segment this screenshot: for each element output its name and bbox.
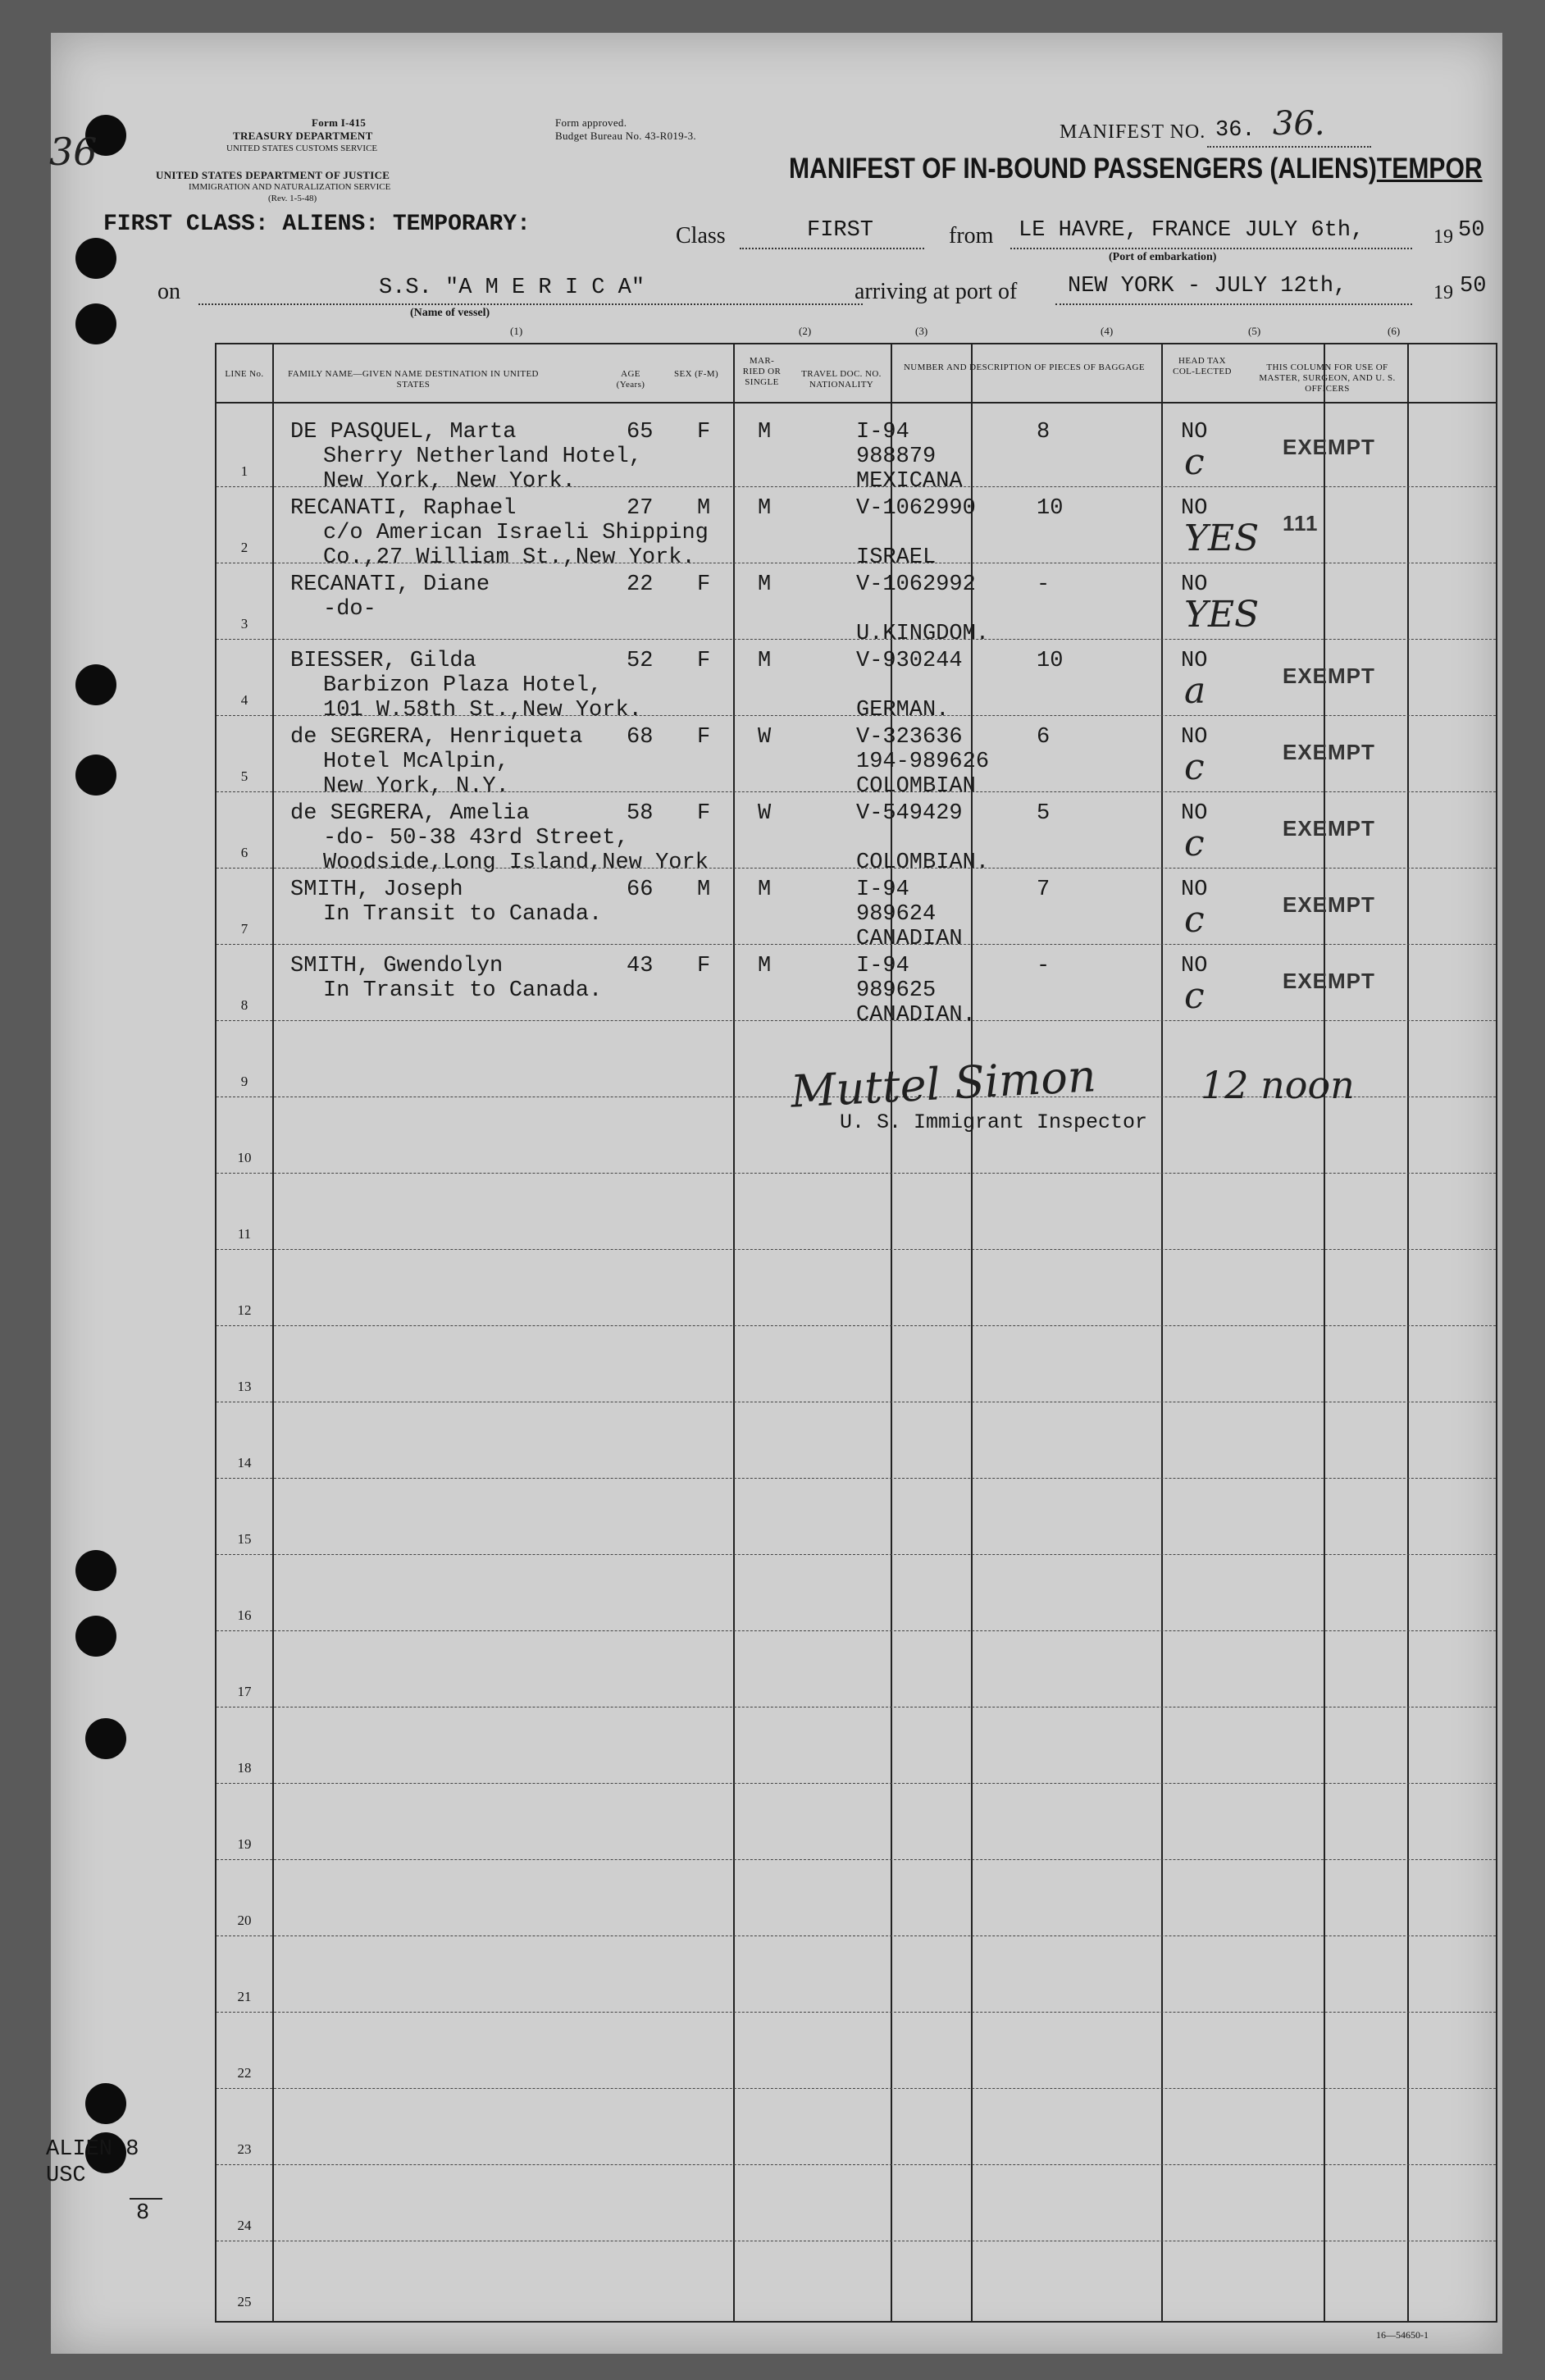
column-number: (6)	[1388, 325, 1401, 337]
page-number: 36	[49, 130, 98, 174]
col-header-headtax: HEAD TAX COL-LECTED	[1173, 356, 1232, 376]
entry-officer-stamp: EXEMPT	[1283, 740, 1375, 764]
entry-nationality: CANADIAN	[856, 927, 963, 951]
entry-head-tax: NO	[1181, 496, 1208, 521]
row-separator	[216, 1935, 1496, 1936]
vessel-value: S.S. "A M E R I C A"	[379, 276, 645, 300]
row-separator	[216, 1173, 1496, 1174]
entry-destination: New York, New York.	[323, 469, 576, 494]
col-divider	[272, 344, 274, 2321]
entry-name: RECANATI, Diane	[290, 572, 490, 597]
line-number: 20	[237, 1913, 252, 1928]
punch-hole	[75, 1616, 116, 1657]
entry-destination: Co.,27 William St.,New York.	[323, 545, 695, 570]
entry-travel-doc: V-323636	[856, 725, 963, 750]
entry-name: de SEGRERA, Amelia	[290, 801, 530, 826]
col-header-baggage: NUMBER AND DESCRIPTION OF PIECES OF BAGGAGE	[903, 362, 1146, 372]
entry-destination: Barbizon Plaza Hotel,	[323, 673, 603, 698]
line-number: 15	[237, 1531, 252, 1547]
entry-destination: Woodside,Long Island,New York	[323, 850, 709, 875]
col-divider	[1324, 344, 1325, 2321]
entry-married: M	[758, 496, 772, 521]
line-number: 18	[237, 1760, 252, 1776]
column-number: (1)	[510, 325, 523, 337]
arriving-line	[1055, 303, 1412, 305]
manifest-no-hand: 36.	[1273, 105, 1325, 143]
manifest-no-line	[1207, 146, 1371, 148]
line-number: 19	[237, 1836, 252, 1852]
entry-travel-doc: V-930244	[856, 649, 963, 673]
row-separator	[216, 1554, 1496, 1555]
port-embark-note: (Port of embarkation)	[1109, 251, 1217, 263]
entry-married: M	[758, 572, 772, 597]
entry-head-tax-hand: YES	[1184, 594, 1260, 636]
column-number: (3)	[915, 325, 928, 337]
class-label: Class	[676, 223, 726, 248]
manifest-no-label: MANIFEST NO.	[1060, 121, 1206, 143]
entry-sex: F	[697, 649, 711, 673]
line-number: 4	[240, 692, 248, 708]
arriving-label: arriving at port of	[855, 279, 1018, 304]
entry-age: 65	[627, 420, 654, 445]
line-number: 1	[240, 463, 248, 479]
from-label: from	[949, 223, 994, 248]
col-header-married: MAR-RIED OR SINGLE	[742, 356, 782, 387]
entry-travel-doc: 988879	[856, 445, 937, 469]
entry-baggage: 10	[1037, 496, 1064, 521]
entry-nationality: MEXICANA	[856, 469, 963, 494]
entry-head-tax-hand: c	[1184, 823, 1205, 864]
entry-head-tax: NO	[1181, 420, 1208, 445]
entry-head-tax-hand: c	[1184, 899, 1205, 941]
line-number: 11	[237, 1226, 252, 1242]
punch-hole	[85, 2083, 126, 2124]
line-number: 8	[240, 997, 248, 1013]
from-line	[1010, 248, 1412, 249]
row-separator	[216, 1783, 1496, 1784]
entry-travel-doc: I-94	[856, 954, 909, 978]
entry-age: 52	[627, 649, 654, 673]
col-divider	[733, 344, 735, 2321]
punch-hole	[75, 238, 116, 279]
entry-sex: F	[697, 420, 711, 445]
inspector-time: 12 noon	[1201, 1063, 1355, 1107]
line-number: 2	[240, 540, 248, 555]
row-separator	[216, 1478, 1496, 1479]
column-number: (5)	[1248, 325, 1261, 337]
col-divider	[1161, 344, 1163, 2321]
entry-married: M	[758, 878, 772, 902]
entry-nationality: ISRAEL	[856, 545, 937, 570]
entry-head-tax: NO	[1181, 801, 1208, 826]
entry-destination: In Transit to Canada.	[323, 902, 603, 927]
entry-head-tax-hand: c	[1184, 746, 1205, 788]
budget-bureau: Budget Bureau No. 43-R019-3.	[555, 130, 696, 142]
entry-travel-doc: V-1062992	[856, 572, 976, 597]
entry-married: M	[758, 649, 772, 673]
line-number: 22	[237, 2065, 252, 2081]
entry-baggage: 10	[1037, 649, 1064, 673]
entry-sex: M	[697, 878, 711, 902]
entry-destination: -do-	[323, 597, 376, 622]
punch-hole	[75, 1550, 116, 1591]
entry-head-tax-hand: c	[1184, 975, 1205, 1017]
entry-baggage: 8	[1037, 420, 1051, 445]
entry-travel-doc: 194-989626	[856, 750, 990, 774]
col-header-age: AGE (Years)	[616, 369, 645, 390]
col-header-name: FAMILY NAME—GIVEN NAME DESTINATION IN UNITED STATES	[288, 369, 539, 390]
entry-destination: -do- 50-38 43rd Street,	[323, 826, 629, 850]
entry-head-tax: NO	[1181, 725, 1208, 750]
justice-dept: UNITED STATES DEPARTMENT OF JUSTICE	[156, 169, 390, 181]
line-number: 14	[237, 1455, 252, 1470]
entry-sex: M	[697, 496, 711, 521]
row-separator	[216, 2012, 1496, 2013]
entry-head-tax: NO	[1181, 878, 1208, 902]
form-number: Form I-415	[312, 116, 367, 129]
class-line	[740, 248, 924, 249]
entry-sex: F	[697, 572, 711, 597]
entry-name: de SEGRERA, Henriqueta	[290, 725, 583, 750]
manifest-title-text: MANIFEST OF IN-BOUND PASSENGERS (ALIENS)	[789, 153, 1377, 185]
entry-nationality: COLOMBIAN.	[856, 850, 990, 875]
line-number: 13	[237, 1379, 252, 1394]
entry-head-tax-hand: c	[1184, 441, 1205, 483]
entry-nationality: U.KINGDOM.	[856, 622, 990, 646]
col-header-travel: TRAVEL DOC. NO. NATIONALITY	[801, 369, 882, 390]
entry-age: 66	[627, 878, 654, 902]
entry-nationality: CANADIAN.	[856, 1003, 976, 1028]
entry-destination: In Transit to Canada.	[323, 978, 603, 1003]
manifest-sheet	[46, 33, 1502, 2354]
entry-travel-doc: I-94	[856, 420, 909, 445]
row-separator	[216, 1249, 1496, 1250]
entry-name: BIESSER, Gilda	[290, 649, 476, 673]
line-number: 23	[237, 2141, 252, 2157]
manifest-title	[789, 153, 1483, 185]
entry-officer-stamp: 111	[1283, 511, 1319, 536]
margin-usc: USC	[46, 2163, 86, 2188]
entry-travel-doc: V-549429	[856, 801, 963, 826]
subtitle: FIRST CLASS: ALIENS: TEMPORARY:	[103, 212, 531, 237]
entry-head-tax: NO	[1181, 572, 1208, 597]
row-separator	[216, 2088, 1496, 2089]
line-number: 7	[240, 921, 248, 937]
entry-travel-doc: 989625	[856, 978, 937, 1003]
line-number: 17	[237, 1684, 252, 1699]
manifest-table	[215, 343, 1497, 2323]
line-number: 24	[237, 2218, 252, 2233]
entry-head-tax-hand: a	[1184, 670, 1206, 712]
col-header-sex: SEX (F-M)	[673, 369, 719, 379]
footer-code: 16—54650-1	[1376, 2329, 1429, 2341]
entry-travel-doc: 989624	[856, 902, 937, 927]
entry-officer-stamp: EXEMPT	[1283, 892, 1375, 917]
entry-name: DE PASQUEL, Marta	[290, 420, 517, 445]
treasury-dept: TREASURY DEPARTMENT	[233, 130, 373, 142]
line-number: 16	[237, 1607, 252, 1623]
col-header-line: LINE No.	[225, 369, 264, 379]
entry-married: M	[758, 420, 772, 445]
line-number: 3	[240, 616, 248, 631]
revision: (Rev. 1-5-48)	[268, 194, 317, 203]
inspector-title: U. S. Immigrant Inspector	[840, 1110, 1148, 1134]
entry-name: RECANATI, Raphael	[290, 496, 517, 521]
margin-total-line	[130, 2198, 162, 2200]
column-number: (2)	[799, 325, 812, 337]
entry-destination: Hotel McAlpin,	[323, 750, 509, 774]
punch-hole	[75, 303, 116, 344]
line-number: 12	[237, 1302, 252, 1318]
customs-service: UNITED STATES CUSTOMS SERVICE	[226, 144, 378, 153]
arriving-year: 50	[1460, 274, 1487, 299]
entry-nationality: COLOMBIAN	[856, 774, 976, 799]
entry-head-tax: NO	[1181, 954, 1208, 978]
manifest-no-value: 36.	[1215, 118, 1256, 143]
punch-hole	[75, 664, 116, 705]
entry-sex: F	[697, 801, 711, 826]
arriving-year-prefix: 19	[1433, 282, 1453, 303]
entry-married: W	[758, 801, 772, 826]
vessel-note: (Name of vessel)	[410, 307, 490, 319]
entry-married: W	[758, 725, 772, 750]
ins-service: IMMIGRATION AND NATURALIZATION SERVICE	[189, 182, 391, 192]
entry-destination: Sherry Netherland Hotel,	[323, 445, 642, 469]
margin-total: 8	[136, 2201, 150, 2226]
entry-travel-doc: I-94	[856, 878, 909, 902]
entry-destination: 101 W.58th St.,New York.	[323, 698, 642, 723]
form-approved: Form approved.	[555, 116, 627, 129]
entry-name: SMITH, Gwendolyn	[290, 954, 504, 978]
inspector-signature: Muttel Simon	[789, 1050, 1098, 1118]
line-number: 9	[240, 1074, 248, 1089]
from-year-prefix: 19	[1433, 226, 1453, 248]
line-number: 21	[237, 1989, 252, 2004]
row-separator	[216, 1630, 1496, 1631]
from-value: LE HAVRE, FRANCE JULY 6th,	[1019, 218, 1365, 243]
row-separator	[216, 1859, 1496, 1860]
from-year: 50	[1458, 218, 1485, 243]
column-number: (4)	[1101, 325, 1114, 337]
entry-baggage: 5	[1037, 801, 1051, 826]
vessel-line	[198, 303, 863, 305]
entry-age: 27	[627, 496, 654, 521]
entry-age: 68	[627, 725, 654, 750]
entry-head-tax-hand: YES	[1184, 517, 1260, 559]
row-separator	[216, 1325, 1496, 1326]
entry-age: 43	[627, 954, 654, 978]
line-number: 10	[237, 1150, 252, 1165]
punch-hole	[85, 1718, 126, 1759]
col-header-officers: THIS COLUMN FOR USE OF MASTER, SURGEON, AND U. S. OFFICERS	[1259, 362, 1396, 394]
row-separator	[216, 2164, 1496, 2165]
entry-sex: F	[697, 725, 711, 750]
entry-sex: F	[697, 954, 711, 978]
entry-head-tax: NO	[1181, 649, 1208, 673]
line-number: 5	[240, 768, 248, 784]
on-label: on	[157, 279, 180, 304]
arriving-value: NEW YORK - JULY 12th,	[1068, 274, 1347, 299]
entry-officer-stamp: EXEMPT	[1283, 969, 1375, 993]
entry-officer-stamp: EXEMPT	[1283, 816, 1375, 841]
class-value: FIRST	[807, 218, 874, 243]
punch-hole	[75, 755, 116, 796]
entry-baggage: -	[1037, 572, 1051, 597]
manifest-title-suffix: TEMPOR	[1376, 153, 1483, 185]
entry-destination: New York, N.Y.	[323, 774, 509, 799]
entry-name: SMITH, Joseph	[290, 878, 463, 902]
entry-age: 22	[627, 572, 654, 597]
line-number: 6	[240, 845, 248, 860]
entry-destination: c/o American Israeli Shipping	[323, 521, 709, 545]
entry-married: M	[758, 954, 772, 978]
entry-baggage: 6	[1037, 725, 1051, 750]
entry-baggage: 7	[1037, 878, 1051, 902]
line-number: 25	[237, 2294, 252, 2309]
header-divider	[216, 402, 1496, 404]
entry-baggage: -	[1037, 954, 1051, 978]
entry-age: 58	[627, 801, 654, 826]
entry-travel-doc: V-1062990	[856, 496, 976, 521]
margin-alien: ALIEN 8	[46, 2137, 139, 2162]
col-divider	[1407, 344, 1409, 2321]
entry-officer-stamp: EXEMPT	[1283, 663, 1375, 688]
entry-officer-stamp: EXEMPT	[1283, 435, 1375, 459]
entry-nationality: GERMAN.	[856, 698, 950, 723]
